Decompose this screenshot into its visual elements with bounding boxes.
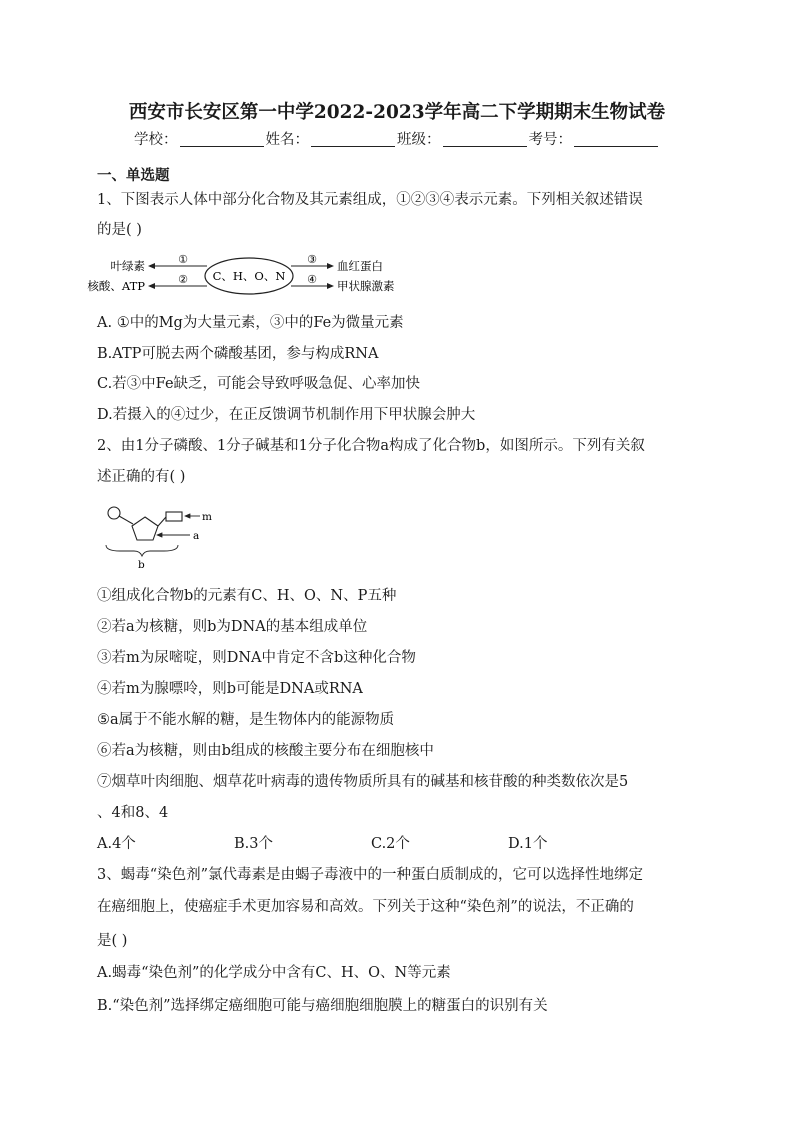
- q3-option-a[interactable]: A.蝎毒“染色剂”的化学成分中含有C、H、O、N等元素: [97, 965, 451, 981]
- q3-stem-line-1: 3、蝎毒“染色剂”氯代毒素是由蝎子毒液中的一种蛋白质制成的，它可以选择性地绑定: [97, 867, 644, 883]
- q2-options-row: [97, 834, 645, 854]
- q2-statement-3: ③若m为尿嘧啶，则DNA中肯定不含b这种化合物: [97, 650, 416, 666]
- brace-b: [106, 545, 178, 556]
- q3-option-b[interactable]: B.“染色剂”选择绑定癌细胞可能与癌细胞细胞膜上的糖蛋白的识别有关: [97, 998, 548, 1014]
- phosphate-bond: [119, 516, 133, 524]
- pentose-sugar: [132, 517, 158, 540]
- q1-option-c[interactable]: C.若③中Fe缺乏，可能会导致呼吸急促、心率加快: [97, 376, 421, 392]
- label-m: m: [202, 511, 212, 523]
- marker-2: ②: [178, 273, 188, 286]
- class-label: 班级：: [397, 132, 441, 148]
- q2-option-c[interactable]: C.2个: [371, 836, 410, 852]
- q2-stem-line-2: 述正确的有( ): [97, 469, 186, 485]
- q2-statement-7-cont: 、4和8、4: [97, 805, 169, 821]
- q1-option-d[interactable]: D.若摄入的④过少，在正反馈调节机制作用下甲状腺会肿大: [97, 407, 476, 423]
- q2-statement-7: ⑦烟草叶肉细胞、烟草花叶病毒的遗传物质所具有的碱基和核苷酸的种类数依次是5: [97, 774, 629, 790]
- q1-stem-line-2: 的是( ): [97, 222, 142, 238]
- q2-statement-5: ⑤a属于不能水解的糖，是生物体内的能源物质: [97, 712, 395, 728]
- q1-element-diagram: [87, 252, 417, 298]
- label-a: a: [193, 530, 200, 542]
- marker-3: ③: [307, 253, 317, 266]
- class-blank[interactable]: [443, 131, 527, 147]
- q2-statement-1: ①组成化合物b的元素有C、H、O、N、P五种: [97, 588, 397, 604]
- q2-statement-6: ⑥若a为核糖，则由b组成的核酸主要分布在细胞核中: [97, 743, 434, 759]
- name-blank[interactable]: [311, 131, 395, 147]
- marker-1: ①: [178, 253, 188, 266]
- page-title: 西安市长安区第一中学2022-2023学年高二下学期期末生物试卷: [128, 102, 666, 123]
- number-blank[interactable]: [574, 131, 658, 147]
- label-nucleic-acid-atp: 核酸、ATP: [87, 279, 145, 293]
- label-chlorophyll: 叶绿素: [110, 259, 145, 273]
- q1-option-b[interactable]: B.ATP可脱去两个磷酸基团，参与构成RNA: [97, 346, 379, 362]
- q1-stem-line-1: 1、下图表示人体中部分化合物及其元素组成，①②③④表示元素。下列相关叙述错误: [97, 192, 643, 208]
- q2-nucleotide-diagram: [100, 500, 220, 570]
- label-hemoglobin: 血红蛋白: [337, 259, 383, 273]
- q2-option-d[interactable]: D.1个: [508, 836, 548, 852]
- marker-4: ④: [307, 273, 317, 286]
- school-blank[interactable]: [180, 131, 264, 147]
- q2-stem-line-1: 2、由1分子磷酸、1分子碱基和1分子化合物a构成了化合物b，如图所示。下列有关叙: [97, 438, 645, 454]
- center-elements-label: C、H、O、N: [212, 269, 286, 283]
- label-b: b: [138, 559, 145, 571]
- school-label: 学校：: [134, 132, 178, 148]
- base-bond: [158, 517, 166, 526]
- q3-stem-line-2: 在癌细胞上，使癌症手术更加容易和高效。下列关于这种“染色剂”的说法，不正确的: [97, 899, 634, 915]
- q1-option-a[interactable]: A. ①中的Mg为大量元素，③中的Fe为微量元素: [97, 315, 404, 331]
- phosphate-circle: [108, 507, 120, 519]
- student-info-row: [0, 128, 794, 149]
- number-label: 考号：: [528, 132, 572, 148]
- q2-option-a[interactable]: A.4个: [97, 836, 136, 852]
- name-label: 姓名：: [265, 132, 309, 148]
- q2-statement-4: ④若m为腺嘌呤，则b可能是DNA或RNA: [97, 681, 363, 697]
- base-rect: [166, 512, 182, 521]
- q2-statement-2: ②若a为核糖，则b为DNA的基本组成单位: [97, 619, 368, 635]
- label-thyroxine: 甲状腺激素: [337, 279, 395, 293]
- section-heading: 一、单选题: [97, 167, 170, 184]
- q2-option-b[interactable]: B.3个: [234, 836, 273, 852]
- q3-stem-line-3: 是( ): [97, 933, 128, 949]
